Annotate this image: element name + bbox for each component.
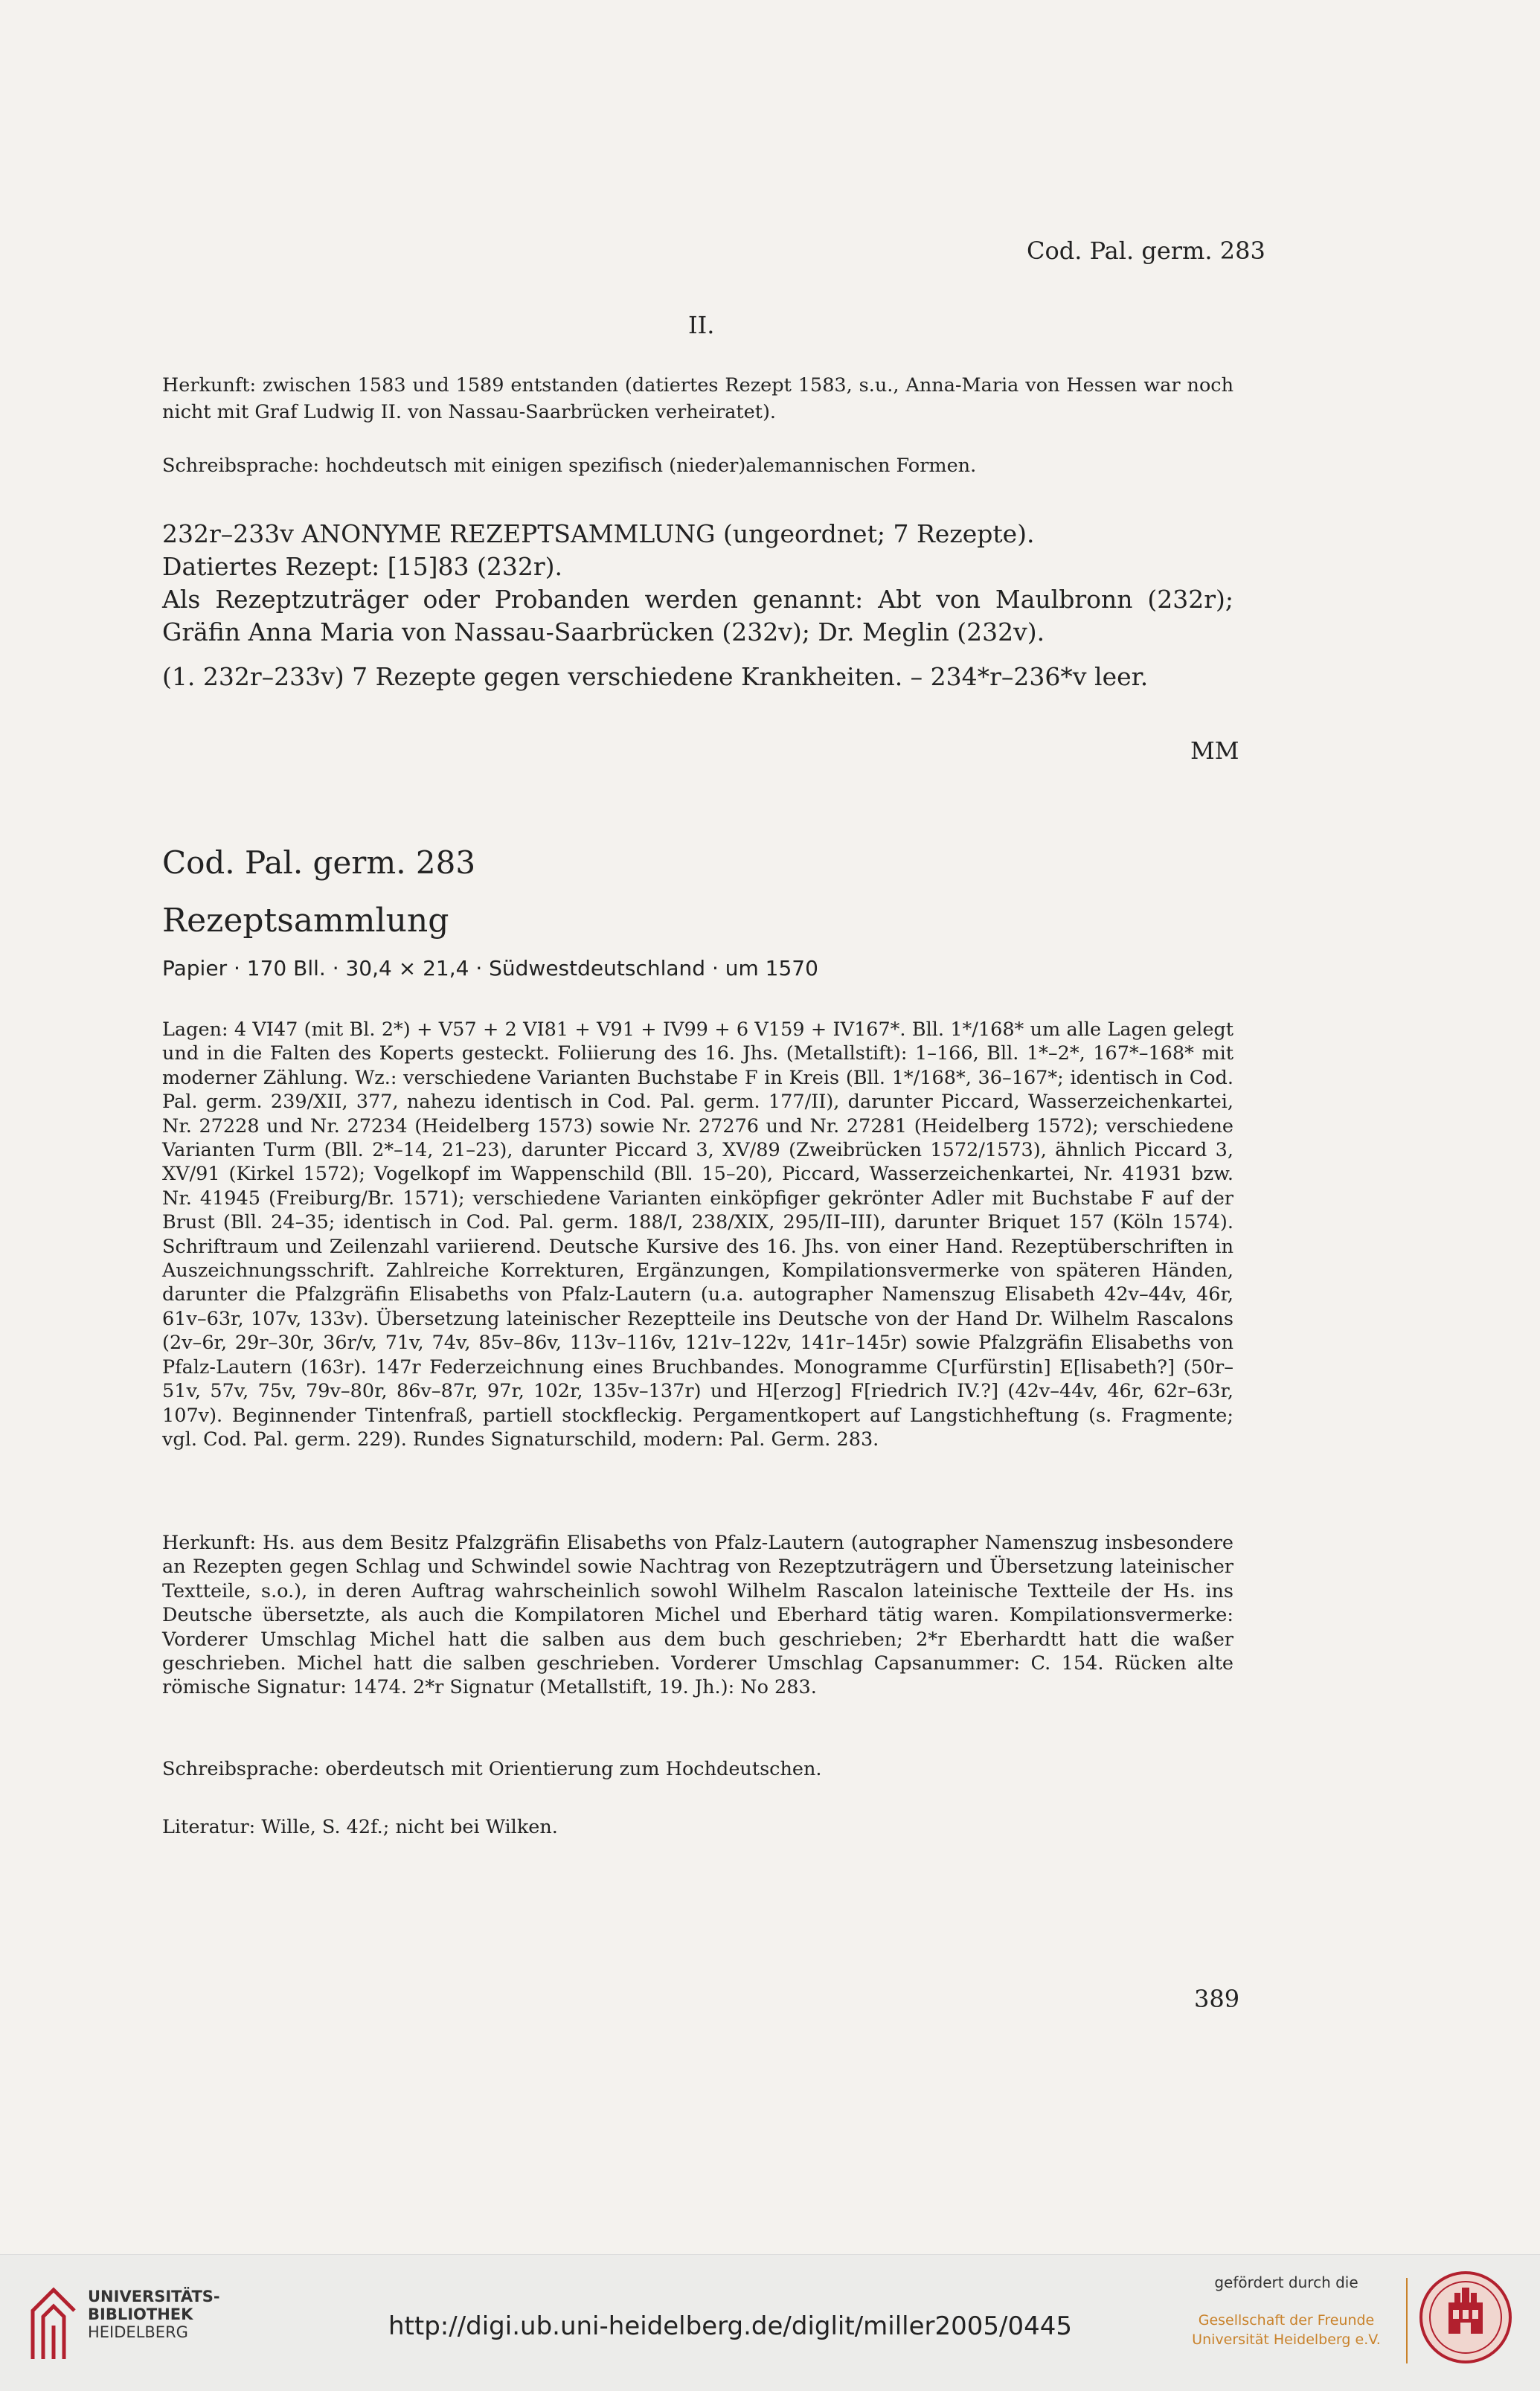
- provenance-paragraph: Herkunft: Hs. aus dem Besitz Pfalzgräfin Elisabeths von Pfalz-Lautern (autographer Namenszug insbesondere an Rezepten gegen Schlag und Schwindel sowie Nachtrag von Rezeptzuträgern und Übersetzung lateinischer Textteile, s.o.), in deren Auftrag wahrscheinlich sowohl Wilhelm Rascalon lateinische Textteile der Hs. ins Deutsche übersetzte, als auch die Kompilatoren Michel und Eberhard tätig waren. Kompilationsvermerke: Vorderer Umschlag Michel hatt die salben aus dem buch geschrieben; 2*r Eberhardtt hatt die waßer geschrieben. Michel hatt die salben geschrieben. Vorderer Umschlag Capsanummer: C. 154. Rücken alte römische Signatur: 1474. 2*r Signatur (Metallstift, 19. Jh.): No 283.: [162, 1532, 1233, 1699]
- literature-paragraph: Literatur: Wille, S. 42f.; nicht bei Wilken.: [162, 1816, 558, 1838]
- page-number: 389: [1194, 1985, 1240, 2013]
- sponsor-intro: gefördert durch die: [1214, 2273, 1358, 2291]
- author-signature: MM: [1190, 736, 1239, 765]
- contents-line: (1. 232r–233v) 7 Rezepte gegen verschiedene Krankheiten. – 234*r–236*v leer.: [162, 662, 1149, 691]
- sponsor-name: Gesellschaft der Freunde: [1198, 2312, 1375, 2329]
- running-head: Cod. Pal. germ. 283: [1027, 237, 1265, 265]
- manuscript-title: Rezeptsammlung: [162, 902, 449, 940]
- library-logo-icon: [24, 2281, 83, 2363]
- divider: [1406, 2278, 1408, 2363]
- library-name-line: UNIVERSITÄTS-: [88, 2288, 220, 2305]
- dated-recipe-line: Datiertes Rezept: [15]83 (232r).: [162, 552, 562, 581]
- library-name: [88, 2288, 220, 2341]
- shelfmark-heading: Cod. Pal. germ. 283: [162, 844, 476, 881]
- physical-description: Papier · 170 Bll. · 30,4 × 21,4 · Südwestdeutschland · um 1570: [162, 956, 818, 981]
- sponsor-block: [1189, 2273, 1384, 2349]
- permalink-url[interactable]: http://digi.ub.uni-heidelberg.de/diglit/miller2005/0445: [388, 2311, 1073, 2341]
- sponsor-name: Universität Heidelberg e.V.: [1192, 2331, 1381, 2348]
- university-seal-icon: [1417, 2269, 1514, 2366]
- library-name-line: BIBLIOTHEK: [88, 2305, 193, 2323]
- contributors-paragraph: Als Rezeptzuträger oder Probanden werden genannt: Abt von Maulbronn (232r); Gräfin Anna Maria von Nassau-Saarbrücken (232v); Dr. Meglin (232v).: [162, 585, 1233, 646]
- codicology-paragraph: Lagen: 4 VI47 (mit Bl. 2*) + V57 + 2 VI81 + V91 + IV99 + 6 V159 + IV167*. Bll. 1*/168* um alle Lagen gelegt und in die Falten des Koperts gesteckt. Foliierung des 16. Jhs. (Metallstift): 1–166, Bll. 1*–2*, 167*–168* mit moderner Zählung. Wz.: verschiedene Varianten Buchstabe F in Kreis (Bll. 1*/168*, 36–167*; identisch in Cod. Pal. germ. 239/XII, 377, nahezu identisch in Cod. Pal. germ. 177/II), darunter Piccard, Wasserzeichenkartei, Nr. 27228 und Nr. 27234 (Heidelberg 1573) sowie Nr. 27276 und Nr. 27281 (Heidelberg 1572); verschiedene Varianten Turm (Bll. 2*–14, 21–23), darunter Piccard 3, XV/89 (Zweibrücken 1572/1573), ähnlich Piccard 3, XV/91 (Kirkel 1572); Vogelkopf im Wappenschild (Bll. 15–20), Piccard, Wasserzeichenkartei, Nr. 41931 bzw. Nr. 41945 (Freiburg/Br. 1571); verschiedene Varianten einköpfiger gekrönter Adler mit Buchstabe F auf der Brust (Bll. 24–35; identisch in Cod. Pal. germ. 188/I, 238/XIX, 295/II–III), darunter Briquet 157 (Köln 1574). Schriftraum und Zeilenzahl variierend. Deutsche Kursive des 16. Jhs. von einer Hand. Rezeptüberschriften in Auszeichnungsschrift. Zahlreiche Korrekturen, Ergänzungen, Kompilationsvermerke von späteren Händen, darunter die Pfalzgräfin Elisabeths von Pfalz-Lautern (u.a. autographer Namenszug Elisabeth 42v–44v, 46r, 61v–63r, 107v, 133v). Übersetzung lateinischer Rezeptteile ins Deutsche von der Hand Dr. Wilhelm Rascalons (2v–6r, 29r–30r, 36r/v, 71v, 74v, 85v–86v, 113v–116v, 121v–122v, 141r–145r) sowie Pfalzgräfin Elisabeths von Pfalz-Lautern (163r). 147r Federzeichnung eines Bruchbandes. Monogramme C[urfürstin] E[lisabeth?] (50r–51v, 57v, 75v, 79v–80r, 86v–87r, 97r, 102r, 135v–137r) und H[erzog] F[riedrich IV.?] (42v–44v, 46r, 62r–63r, 107v). Beginnender Tintenfraß, partiell stockfleckig. Pergamentkopert auf Langstichheftung (s. Fragmente; vgl. Cod. Pal. germ. 229). Rundes Signaturschild, modern: Pal. Germ. 283.: [162, 1018, 1233, 1451]
- entry-heading-line: 232r–233v ANONYME REZEPTSAMMLUNG (ungeordnet; 7 Rezepte).: [162, 519, 1035, 548]
- section2-schreibsprache: Schreibsprache: hochdeutsch mit einigen spezifisch (nieder)alemannischen Formen.: [162, 455, 977, 477]
- section-number: II.: [688, 311, 715, 339]
- library-name-line: HEIDELBERG: [88, 2323, 188, 2341]
- language-paragraph: Schreibsprache: oberdeutsch mit Orientierung zum Hochdeutschen.: [162, 1758, 822, 1780]
- section2-herkunft: Herkunft: zwischen 1583 und 1589 entstanden (datiertes Rezept 1583, s.u., Anna-Maria von Hessen war noch nicht mit Graf Ludwig II. von Nassau-Saarbrücken verheiratet).: [162, 374, 1233, 423]
